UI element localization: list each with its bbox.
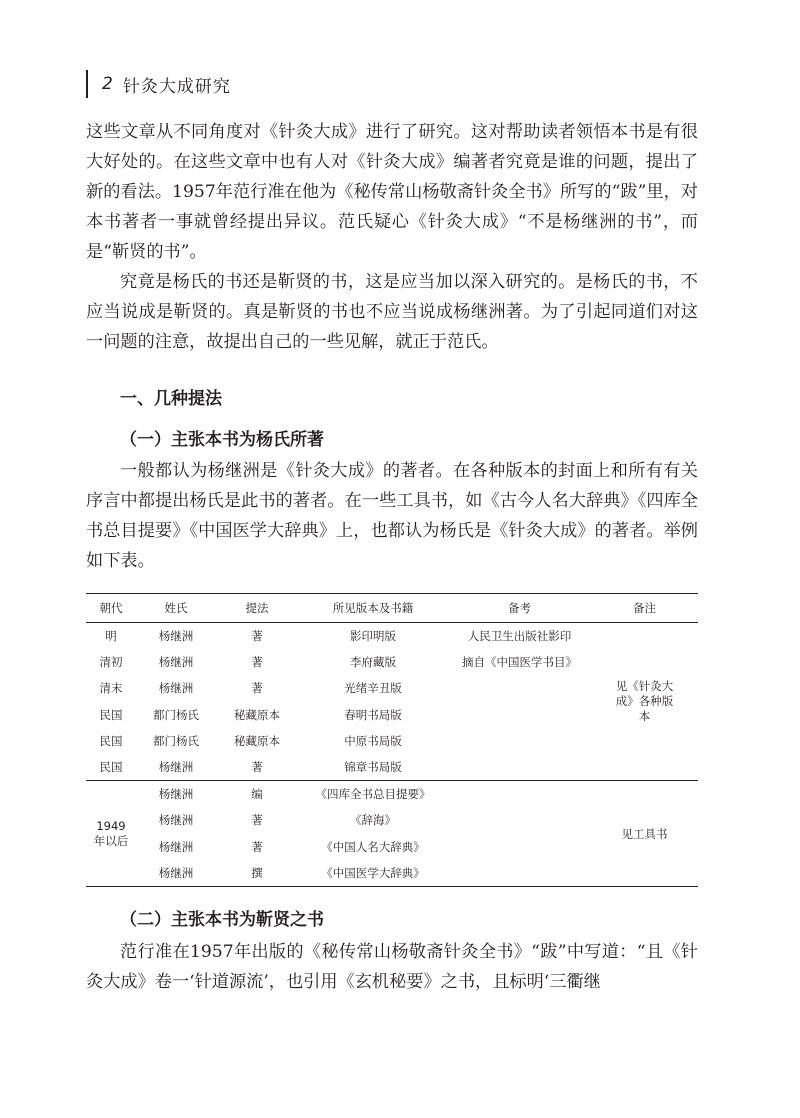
cell-edition: 李府藏版 [350, 655, 396, 670]
intro-paragraph-1: 这些文章从不同角度对《针灸大成》进行了研究。这对帮助读者领悟本书是有很大好处的。在这些文章中也有人对《针灸大成》编著者究竟是谁的问题，提出了新的看法。1957年范行准在他为《秘传常山杨敬斋针灸全书》所写的“跋”里，对本书著者一事就曾经提出异议。范氏疑心《针灸大成》“不是杨继洲的书”，而是“靳贤的书”。 [86, 122, 698, 262]
cell-dynasty-group2 [86, 781, 136, 887]
cell-remark-group2 [448, 781, 591, 887]
table-row [86, 781, 698, 808]
cell-term: 编 [251, 787, 263, 802]
cell-remark [448, 728, 591, 754]
section-heading: 一、几种提法 [120, 389, 222, 409]
cell-remark [448, 754, 591, 781]
cell-author: 杨继洲 [158, 813, 194, 828]
page-number: 2 [102, 74, 113, 94]
running-title: 针灸大成研究 [122, 76, 231, 97]
cell-dynasty: 清末 [99, 681, 123, 696]
page-header [86, 70, 231, 98]
cell-edition: 《中国人名大辞典》 [321, 839, 425, 854]
intro-paragraph-2: 究竟是杨氏的书还是靳贤的书，这是应当加以深入研究的。是杨氏的书，不应当说成是靳贤的。真是靳贤的书也不应当说成杨继洲著。为了引起同道们对这一问题的注意，故提出自己的一些见解，就正于范氏。 [86, 272, 698, 352]
cell-edition: 《中国医学大辞典》 [321, 865, 425, 880]
cell-term: 著 [251, 813, 263, 828]
dynasty-text: 1949年以后 [93, 818, 129, 848]
cell-note-group1 [591, 623, 698, 781]
cell-term: 著 [251, 655, 263, 670]
col-header-note: 备注 [633, 601, 656, 615]
cell-term: 著 [251, 629, 263, 644]
cell-term: 著 [251, 681, 263, 696]
cell-remark: 摘自《中国医学书目》 [462, 655, 577, 670]
intro-text [86, 117, 698, 357]
cell-edition: 光绪辛丑版 [344, 681, 402, 696]
cell-author: 杨继洲 [158, 787, 194, 802]
cell-dynasty: 民国 [99, 760, 123, 775]
subsection-1-paragraph: 一般都认为杨继洲是《针灸大成》的著者。在各种版本的封面上和所有有关序言中都提出杨氏是此书的著者。在一些工具书，如《古今人名大辞典》《四库全书总目提要》《中国医学大辞典》上，也都认为杨氏是《针灸大成》的著者。举例如下表。 [86, 461, 698, 571]
cell-author: 杨继洲 [158, 865, 194, 880]
cell-author: 都门杨氏 [153, 707, 199, 722]
cell-term: 秘藏原本 [234, 733, 280, 748]
subsection-heading-2: （二）主张本书为靳贤之书 [120, 910, 324, 930]
cell-term: 著 [251, 760, 263, 775]
cell-author: 杨继洲 [158, 629, 194, 644]
cell-remark: 人民卫生出版社影印 [467, 629, 572, 644]
cell-note-group2: 见工具书 [621, 826, 668, 841]
table-row [86, 623, 698, 650]
cell-edition: 锦章书局版 [344, 760, 402, 775]
cell-dynasty: 民国 [99, 707, 123, 722]
cell-term: 著 [251, 839, 263, 854]
subsection-2-text [86, 937, 698, 997]
cell-term: 秘藏原本 [234, 707, 280, 722]
cell-author: 都门杨氏 [153, 733, 199, 748]
cell-dynasty: 清初 [99, 655, 123, 670]
cell-edition: 《辞海》 [350, 813, 396, 828]
header-rule [86, 70, 88, 98]
cell-edition: 春明书局版 [344, 707, 402, 722]
cell-remark [448, 675, 591, 701]
subsection-1-text [86, 456, 698, 576]
note-text: 见《针灸大成》各种版本 [615, 679, 674, 724]
cell-dynasty: 明 [105, 629, 117, 644]
col-header-author: 姓氏 [164, 601, 188, 615]
cell-edition: 《四库全书总目提要》 [315, 787, 431, 802]
cell-author: 杨继洲 [158, 681, 194, 696]
cell-edition: 影印明版 [350, 629, 396, 644]
table-header-row [86, 594, 698, 623]
cell-author: 杨继洲 [158, 839, 194, 854]
col-header-term: 提法 [245, 601, 269, 615]
cell-remark [448, 702, 591, 728]
cell-edition: 中原书局版 [344, 733, 402, 748]
col-header-edition: 所见版本及书籍 [332, 601, 414, 615]
col-header-dynasty: 朝代 [99, 601, 123, 615]
subsection-heading-1: （一）主张本书为杨氏所著 [120, 430, 324, 450]
col-header-remark: 备考 [508, 601, 531, 615]
cell-term: 撰 [251, 865, 263, 880]
cell-author: 杨继洲 [158, 760, 194, 775]
subsection-2-paragraph: 范行准在1957年出版的《秘传常山杨敬斋针灸全书》“跋”中写道：“且《针灸大成》卷一‘针道源流’，也引用《玄机秘要》之书，且标明‘三衢继 [86, 942, 698, 992]
cell-author: 杨继洲 [158, 655, 194, 670]
authorship-table [86, 593, 698, 887]
cell-dynasty: 民国 [99, 733, 123, 748]
